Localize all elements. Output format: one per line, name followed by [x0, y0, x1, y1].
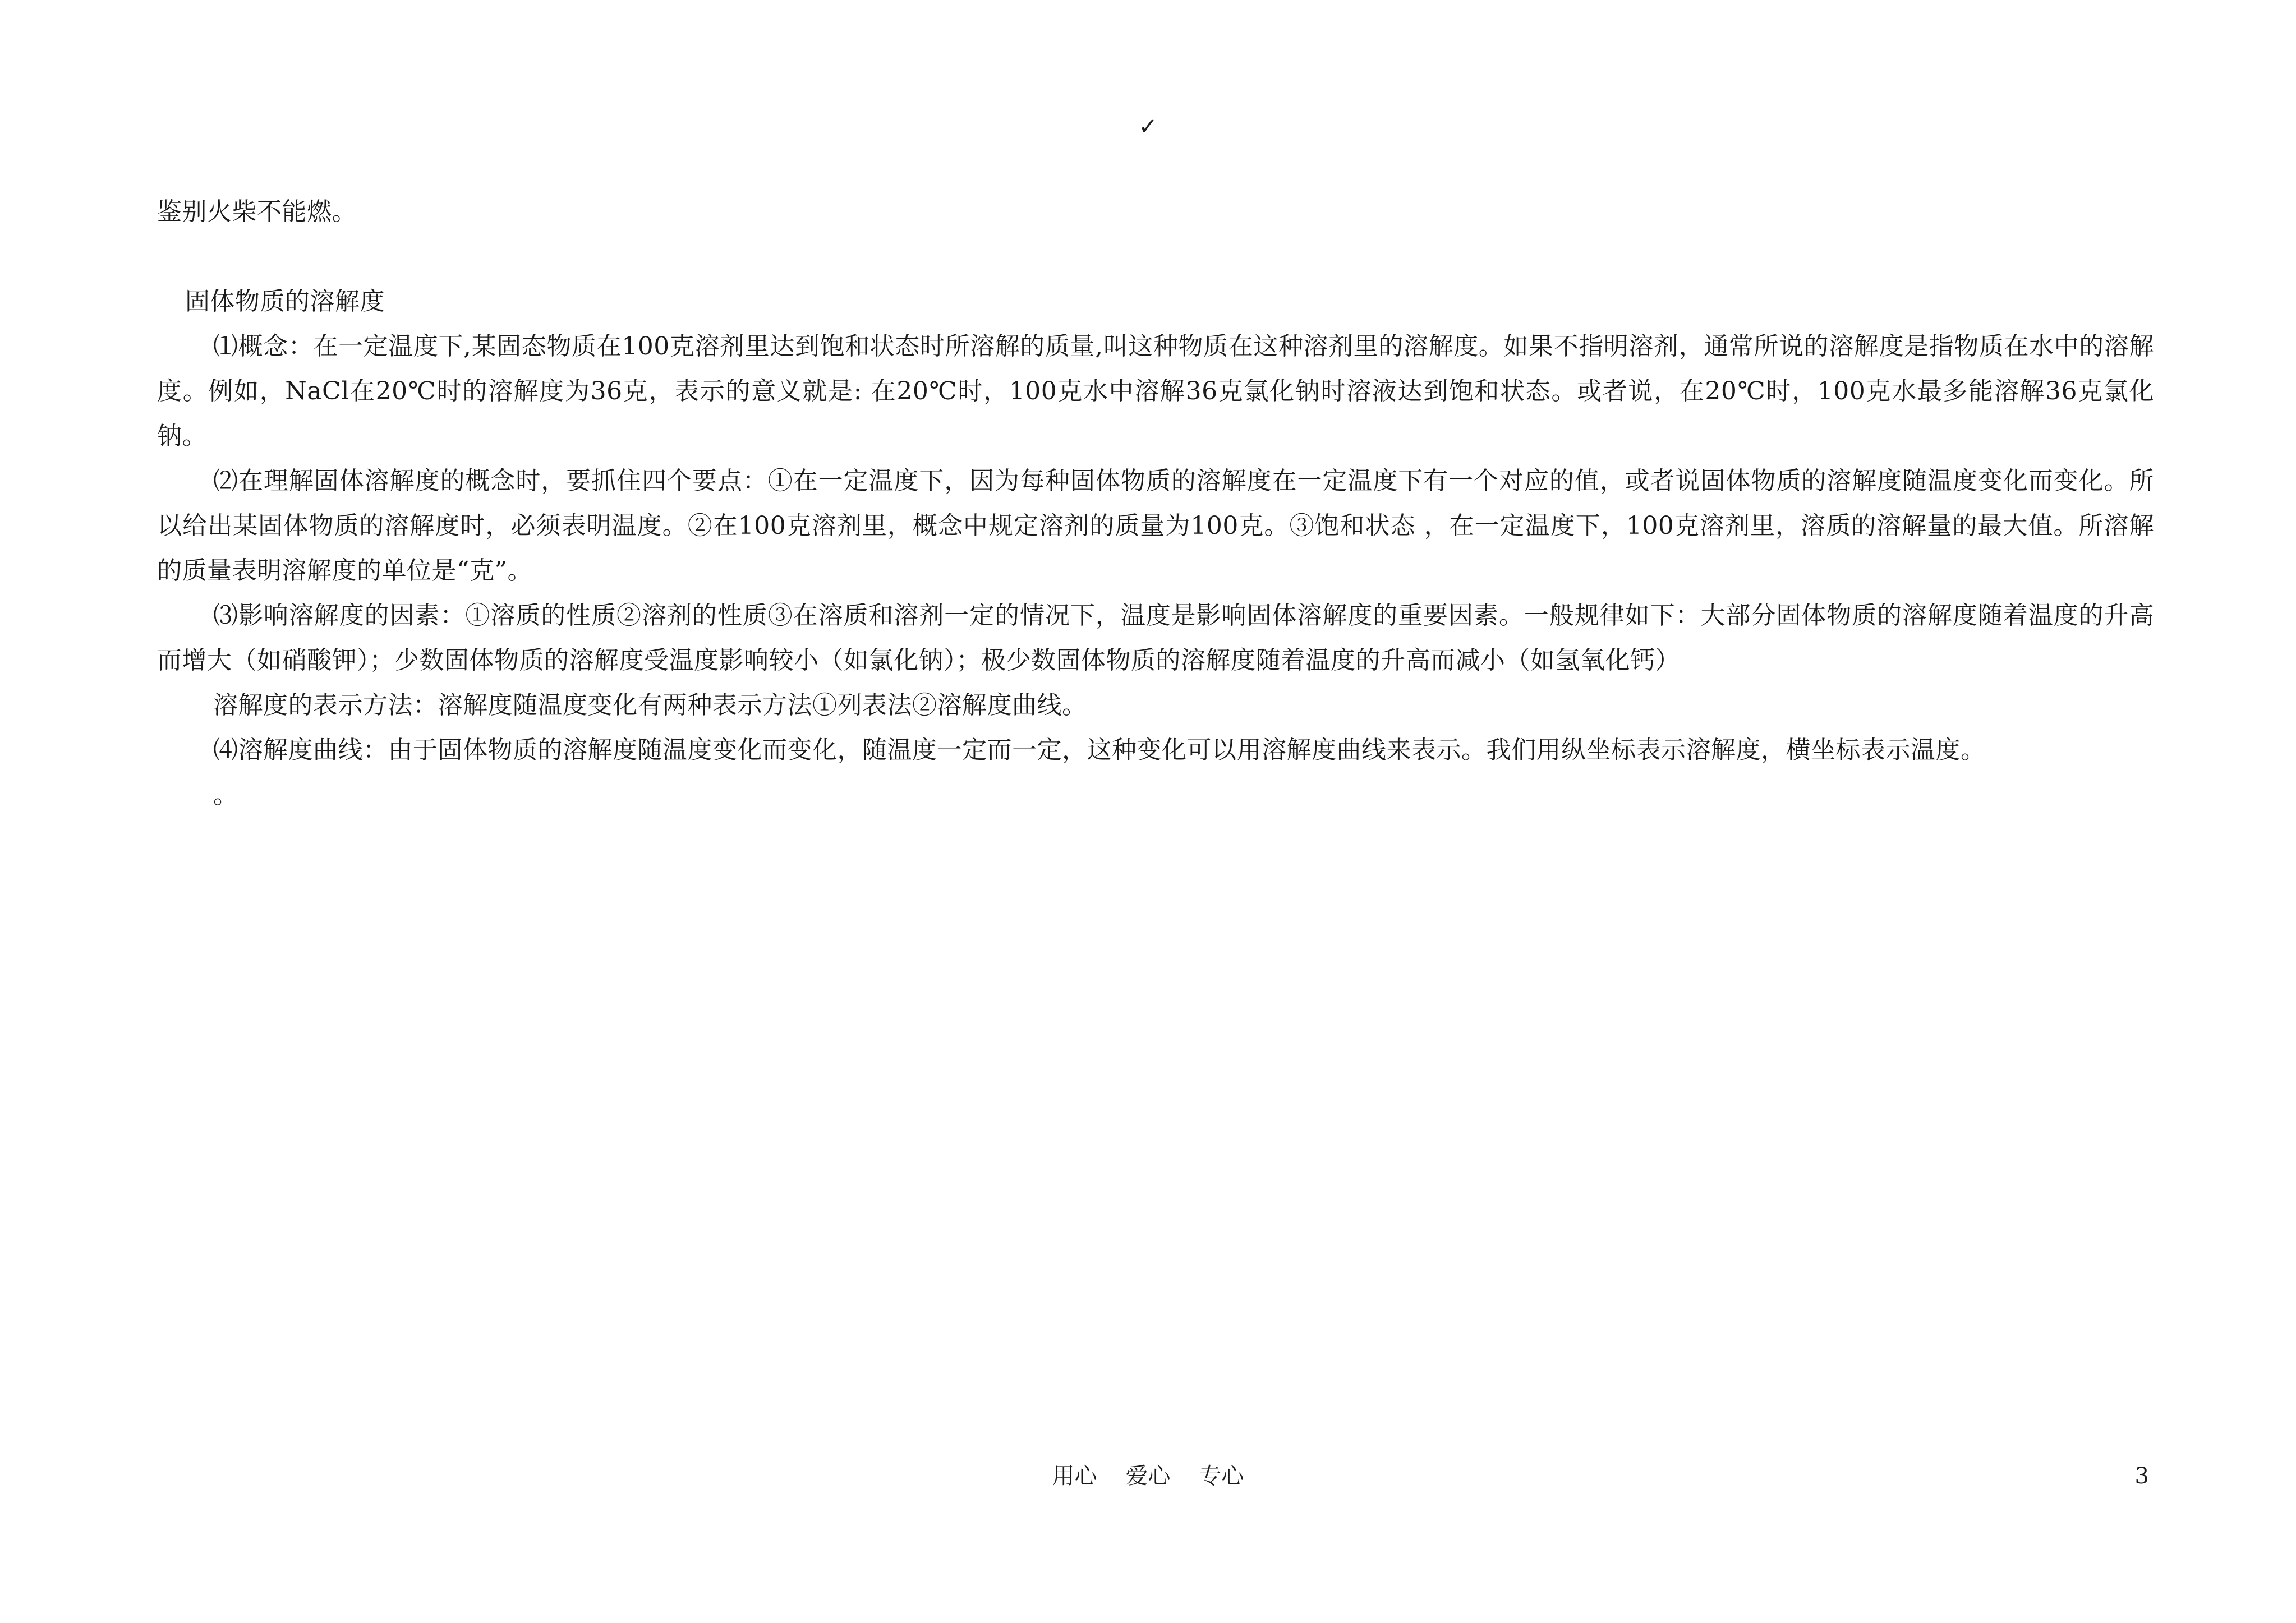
- section-heading: 固体物质的溶解度: [185, 287, 385, 316]
- paragraph-gap: [157, 234, 2154, 279]
- paragraph-representation: 溶解度的表示方法：溶解度随温度变化有两种表示方法①列表法②溶解度曲线。: [213, 691, 1087, 720]
- paragraph-curve: ⑷溶解度曲线：由于固体物质的溶解度随温度变化而变化，随温度一定而一定，这种变化可以用溶解度曲线来表示。我们用纵坐标表示溶解度，横坐标表示温度。: [213, 736, 1986, 764]
- page-number: 3: [2134, 1463, 2149, 1489]
- paragraph-key-points: ⑵在理解固体溶解度的概念时，要抓住四个要点：①在一定温度下，因为每种固体物质的溶解度在一定温度下有一个对应的值，或者说固体物质的溶解度随温度变化而变化。所以给出某固体物质的溶解度时，必须表明温度。②在100克溶剂里，概念中规定溶剂的质量为100克。③饱和状态 ，在一定温度下，100克溶剂里，溶质的溶解量的最大值。所溶解的质量表明溶解度的单位是“克”。: [157, 467, 2154, 585]
- footer-motto: 用心 爱心 专心: [1052, 1463, 1244, 1489]
- intro-line: 鉴别火柴不能燃。: [157, 197, 357, 226]
- document-body: [157, 190, 2154, 818]
- header-checkmark: ✓: [1138, 114, 1158, 140]
- page-footer: [0, 1459, 2296, 1493]
- paragraph-end: 。: [213, 781, 238, 809]
- paragraph-factors: ⑶影响溶解度的因素：①溶质的性质②溶剂的性质③在溶质和溶剂一定的情况下，温度是影响固体溶解度的重要因素。一般规律如下：大部分固体物质的溶解度随着温度的升高而增大（如硝酸钾）；少数固体物质的溶解度受温度影响较小（如氯化钠）；极少数固体物质的溶解度随着温度的升高而减小（如氢氧化钙）: [157, 601, 2154, 675]
- paragraph-concept: ⑴概念：在一定温度下,某固态物质在100克溶剂里达到饱和状态时所溶解的质量,叫这种物质在这种溶剂里的溶解度。如果不指明溶剂，通常所说的溶解度是指物质在水中的溶解度。例如，NaCl在20℃时的溶解度为36克，表示的意义就是: 在20℃时，100克水中溶解36克氯化钠时溶液达到饱和状态。或者说，在20℃时，100克水最多能溶解36克氯化钠。: [157, 332, 2154, 450]
